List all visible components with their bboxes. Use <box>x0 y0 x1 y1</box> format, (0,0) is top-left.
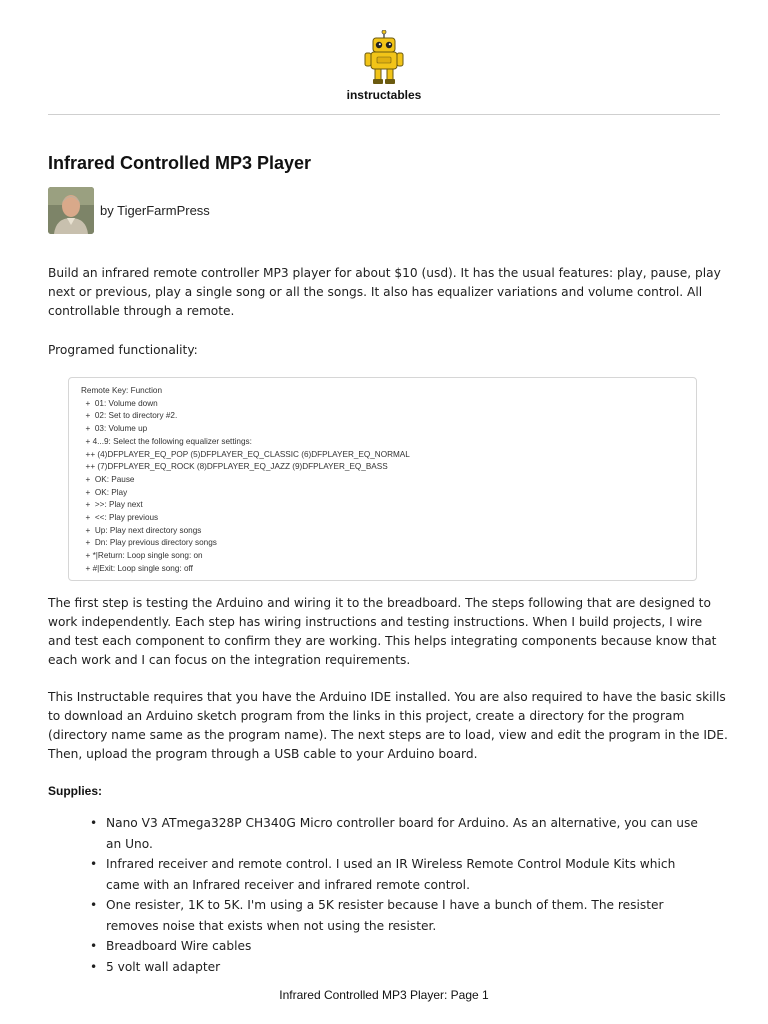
code-line: + #|Exit: Loop single song: off <box>81 563 193 573</box>
supply-item <box>90 957 710 978</box>
bullet-icon: • <box>90 857 98 871</box>
header-divider <box>48 114 720 115</box>
functionality-heading: Programed functionality: <box>48 343 198 357</box>
instructables-robot-icon <box>362 30 406 86</box>
supplies-list <box>90 813 710 977</box>
code-line: + Dn: Play previous directory songs <box>81 538 217 548</box>
code-line: + *|Return: Loop single song: on <box>81 551 203 561</box>
ide-paragraph: This Instructable requires that you have the Arduino IDE installed. You are also required to have the basic skills to download an Arduino sketch program from the links in this project, create a directory for the program (directory name same as the program name). The next steps are to load, view and edit the program in the IDE. Then, upload the program through a USB cable to your Arduino board. <box>48 690 728 761</box>
code-line: + 4...9: Select the following equalizer settings: <box>81 436 252 446</box>
code-line: ++ (4)DFPLAYER_EQ_POP (5)DFPLAYER_EQ_CLASSIC (6)DFPLAYER_EQ_NORMAL <box>81 449 410 459</box>
supply-item <box>90 895 710 936</box>
supply-item <box>90 813 710 854</box>
page-title: Infrared Controlled MP3 Player <box>48 153 312 173</box>
code-line: + >>: Play next <box>81 500 143 510</box>
code-line: + 01: Volume down <box>81 398 158 408</box>
code-line: + Up: Play next directory songs <box>81 525 202 535</box>
code-line: + 03: Volume up <box>81 424 148 434</box>
author-byline[interactable]: by TigerFarmPress <box>100 203 210 218</box>
bullet-icon: • <box>90 959 98 974</box>
code-line: + 02: Set to directory #2. <box>81 411 178 421</box>
supply-item-text: One resister, 1K to 5K. I'm using a 5K resister because I have a bunch of them. The resister removes noise that exists when not using the resister. <box>106 898 664 933</box>
supply-item-text: Infrared receiver and remote control. I used an IR Wireless Remote Control Module Kits which came with an Infrared receiver and infrared remote control. <box>106 857 676 892</box>
supplies-heading: Supplies: <box>48 784 103 798</box>
code-line: ++ (7)DFPLAYER_EQ_ROCK (8)DFPLAYER_EQ_JAZZ (9)DFPLAYER_EQ_BASS <box>81 462 388 472</box>
supply-item-text: Nano V3 ATmega328P CH340G Micro controller board for Arduino. As an alternative, you can use an Uno. <box>106 816 698 851</box>
author-avatar[interactable] <box>48 187 94 234</box>
supply-item <box>90 936 710 957</box>
page-footer: Infrared Controlled MP3 Player: Page 1 <box>279 988 489 1002</box>
supply-item-text: 5 volt wall adapter <box>106 959 221 974</box>
code-line: + OK: Play <box>81 487 128 497</box>
bullet-icon: • <box>90 898 98 912</box>
bullet-icon: • <box>90 816 98 830</box>
instructables-logo[interactable] <box>0 30 768 86</box>
author-photo-icon <box>48 187 94 234</box>
code-block <box>68 377 697 581</box>
supply-item-text: Breadboard Wire cables <box>106 939 252 953</box>
brand-name: instructables <box>346 88 422 102</box>
code-line: + OK: Pause <box>81 474 135 484</box>
intro-paragraph: Build an infrared remote controller MP3 player for about $10 (usd). It has the usual features: play, pause, play next or previous, play a single song or all the songs. It also has equalizer variations and volume control. All controllable through a remote. <box>48 266 721 318</box>
code-line: + <<: Play previous <box>81 513 159 523</box>
bullet-icon: • <box>90 939 98 953</box>
supply-item <box>90 854 710 895</box>
code-line: Remote Key: Function <box>81 386 163 395</box>
testing-paragraph: The first step is testing the Arduino and wiring it to the breadboard. The steps following that are designed to work independently. Each step has wiring instructions and testing instructions. When I build projects, I wire and test each component to confirm they are working. This helps integrating components because know that each work and I can focus on the integration requirements. <box>48 596 717 667</box>
